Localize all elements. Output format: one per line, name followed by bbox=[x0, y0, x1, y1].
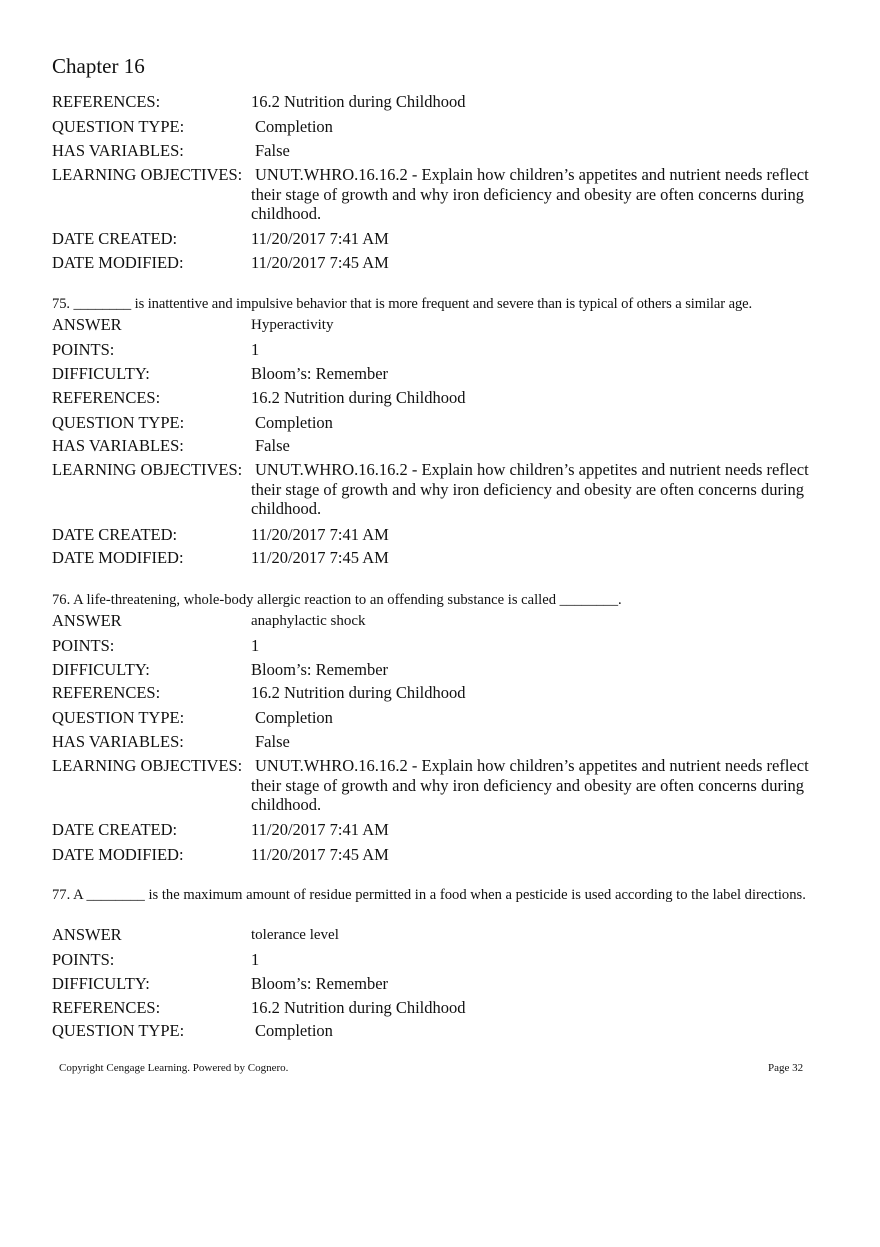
learning-objectives-value: UNUT.WHRO.16.16.2 - Explain how children’s appetites and nutrient needs reflect their stage of growth and why iron deficiency and obesity are often concerns during childhood. bbox=[251, 460, 809, 518]
answer-value: Hyperactivity bbox=[251, 317, 334, 333]
difficulty-value: Bloom’s: Remember bbox=[251, 660, 389, 679]
question-type-value: Completion bbox=[255, 708, 333, 727]
has-variables-value: False bbox=[255, 732, 290, 751]
date-modified-value: 11/20/2017 7:45 AM bbox=[251, 845, 389, 864]
answer-value: anaphylactic shock bbox=[251, 613, 366, 629]
references-value: 16.2 Nutrition during Childhood bbox=[251, 388, 466, 407]
has-variables-value: False bbox=[255, 436, 290, 455]
date-modified-label: DATE MODIFIED: bbox=[52, 253, 184, 272]
learning-objectives-value: UNUT.WHRO.16.16.2 - Explain how children’s appetites and nutrient needs reflect their stage of growth and why iron deficiency and obesity are often concerns during childhood. bbox=[251, 165, 809, 223]
points-label: POINTS: bbox=[52, 636, 115, 655]
references-label: REFERENCES: bbox=[52, 92, 161, 111]
points-value: 1 bbox=[251, 340, 260, 359]
date-created-value: 11/20/2017 7:41 AM bbox=[251, 229, 389, 248]
date-modified-value: 11/20/2017 7:45 AM bbox=[251, 548, 389, 567]
date-modified-value: 11/20/2017 7:45 AM bbox=[251, 253, 389, 272]
references-label: REFERENCES: bbox=[52, 998, 161, 1017]
has-variables-value: False bbox=[255, 141, 290, 160]
references-label: REFERENCES: bbox=[52, 388, 161, 407]
question-type-value: Completion bbox=[255, 1021, 333, 1040]
chapter-heading: Chapter 16 bbox=[52, 54, 145, 78]
question-type-label: QUESTION TYPE: bbox=[52, 413, 185, 432]
learning-objectives-label: LEARNING OBJECTIVES: bbox=[52, 756, 243, 775]
points-label: POINTS: bbox=[52, 950, 115, 969]
footer-copyright: Copyright Cengage Learning. Powered by Cognero. bbox=[59, 1062, 289, 1074]
question-type-value: Completion bbox=[255, 413, 333, 432]
answer-label: ANSWER bbox=[52, 925, 122, 944]
difficulty-value: Bloom’s: Remember bbox=[251, 974, 389, 993]
has-variables-label: HAS VARIABLES: bbox=[52, 732, 184, 751]
references-value: 16.2 Nutrition during Childhood bbox=[251, 998, 466, 1017]
has-variables-label: HAS VARIABLES: bbox=[52, 436, 184, 455]
points-label: POINTS: bbox=[52, 340, 115, 359]
points-value: 1 bbox=[251, 636, 260, 655]
answer-label: ANSWER bbox=[52, 315, 122, 334]
learning-objectives-value: UNUT.WHRO.16.16.2 - Explain how children’s appetites and nutrient needs reflect their stage of growth and why iron deficiency and obesity are often concerns during childhood. bbox=[251, 756, 809, 814]
difficulty-label: DIFFICULTY: bbox=[52, 364, 150, 383]
question-76-text: 76. A life-threatening, whole-body allergic reaction to an offending substance is called ________. bbox=[52, 592, 622, 608]
references-label: REFERENCES: bbox=[52, 683, 161, 702]
question-type-label: QUESTION TYPE: bbox=[52, 708, 185, 727]
difficulty-label: DIFFICULTY: bbox=[52, 660, 150, 679]
has-variables-label: HAS VARIABLES: bbox=[52, 141, 184, 160]
date-created-label: DATE CREATED: bbox=[52, 820, 178, 839]
footer-page-number: Page 32 bbox=[768, 1062, 804, 1074]
difficulty-value: Bloom’s: Remember bbox=[251, 364, 389, 383]
answer-label: ANSWER bbox=[52, 611, 122, 630]
date-created-value: 11/20/2017 7:41 AM bbox=[251, 820, 389, 839]
learning-objectives-label: LEARNING OBJECTIVES: bbox=[52, 460, 243, 479]
learning-objectives-label: LEARNING OBJECTIVES: bbox=[52, 165, 243, 184]
question-77-text: 77. A ________ is the maximum amount of residue permitted in a food when a pesticide is used according to the label directions. bbox=[52, 887, 806, 903]
date-created-label: DATE CREATED: bbox=[52, 525, 178, 544]
answer-value: tolerance level bbox=[251, 927, 339, 943]
date-created-value: 11/20/2017 7:41 AM bbox=[251, 525, 389, 544]
date-created-label: DATE CREATED: bbox=[52, 229, 178, 248]
date-modified-label: DATE MODIFIED: bbox=[52, 548, 184, 567]
question-75-text: 75. ________ is inattentive and impulsive behavior that is more frequent and severe than is typical of others a similar age. bbox=[52, 296, 753, 312]
date-modified-label: DATE MODIFIED: bbox=[52, 845, 184, 864]
question-type-label: QUESTION TYPE: bbox=[52, 1021, 185, 1040]
difficulty-label: DIFFICULTY: bbox=[52, 974, 150, 993]
question-type-label: QUESTION TYPE: bbox=[52, 117, 185, 136]
points-value: 1 bbox=[251, 950, 260, 969]
references-value: 16.2 Nutrition during Childhood bbox=[251, 92, 466, 111]
question-type-value: Completion bbox=[255, 117, 333, 136]
references-value: 16.2 Nutrition during Childhood bbox=[251, 683, 466, 702]
